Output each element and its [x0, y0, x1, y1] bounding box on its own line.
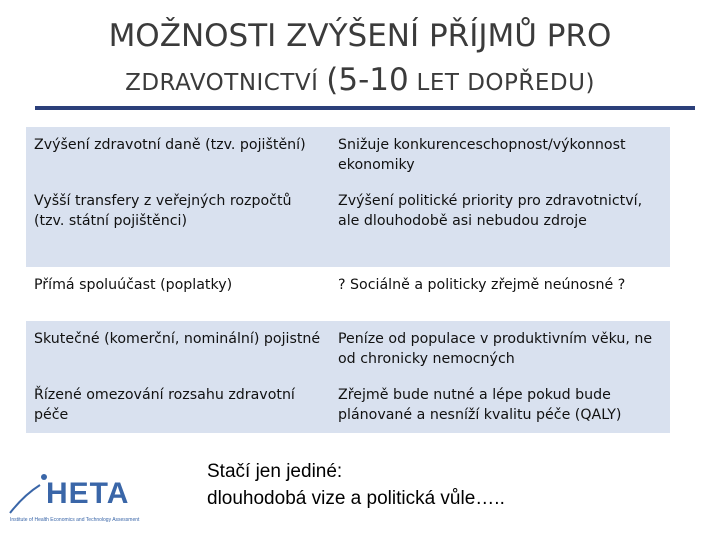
logo-subtitle: Institute of Health Economics and Technology Assessment	[10, 517, 140, 523]
table-cell-effect: Snižuje konkurenceschopnost/výkonnost ekonomiky	[330, 127, 670, 183]
title-divider	[35, 106, 695, 110]
table-cell-option: Řízené omezování rozsahu zdravotní péče	[26, 377, 330, 433]
table-cell-effect: ? Sociálně a politicky zřejmě neúnosné ?	[330, 267, 670, 321]
table-cell-effect: Zvýšení politické priority pro zdravotnictví, ale dlouhodobě asi nebudou zdroje	[330, 183, 670, 267]
title-line-2-b: (5-10	[326, 62, 409, 98]
logo-text: HETA	[46, 477, 130, 510]
table-row	[26, 321, 670, 377]
slide-title	[20, 14, 700, 107]
table-row	[26, 377, 670, 433]
table-cell-option: Skutečné (komerční, nominální) pojistné	[26, 321, 330, 377]
title-line-2-c: LET DOPŘEDU)	[408, 70, 595, 96]
note-line-2: dlouhodobá vize a politická vůle…..	[207, 488, 505, 509]
table-cell-effect: Peníze od populace v produktivním věku, ne od chronicky nemocných	[330, 321, 670, 377]
options-table	[26, 127, 670, 433]
conclusion-note	[207, 458, 505, 512]
title-line-2	[20, 58, 700, 107]
table-cell-effect: Zřejmě bude nutné a lépe pokud bude plánované a nesníží kvalitu péče (QALY)	[330, 377, 670, 433]
note-line-1: Stačí jen jediné:	[207, 461, 343, 482]
table-cell-option: Přímá spoluúčast (poplatky)	[26, 267, 330, 321]
logo-swoosh	[10, 485, 40, 513]
table-row	[26, 267, 670, 321]
table-cell-option: Vyšší transfery z veřejných rozpočtů (tzv. státní pojištěnci)	[26, 183, 330, 267]
title-line-2-a: ZDRAVOTNICTVÍ	[125, 70, 327, 96]
table-cell-option: Zvýšení zdravotní daně (tzv. pojištění)	[26, 127, 330, 183]
heta-logo	[6, 455, 176, 527]
table-row	[26, 127, 670, 183]
table-row	[26, 183, 670, 267]
title-line-1: MOŽNOSTI ZVÝŠENÍ PŘÍJMŮ PRO	[108, 18, 612, 54]
